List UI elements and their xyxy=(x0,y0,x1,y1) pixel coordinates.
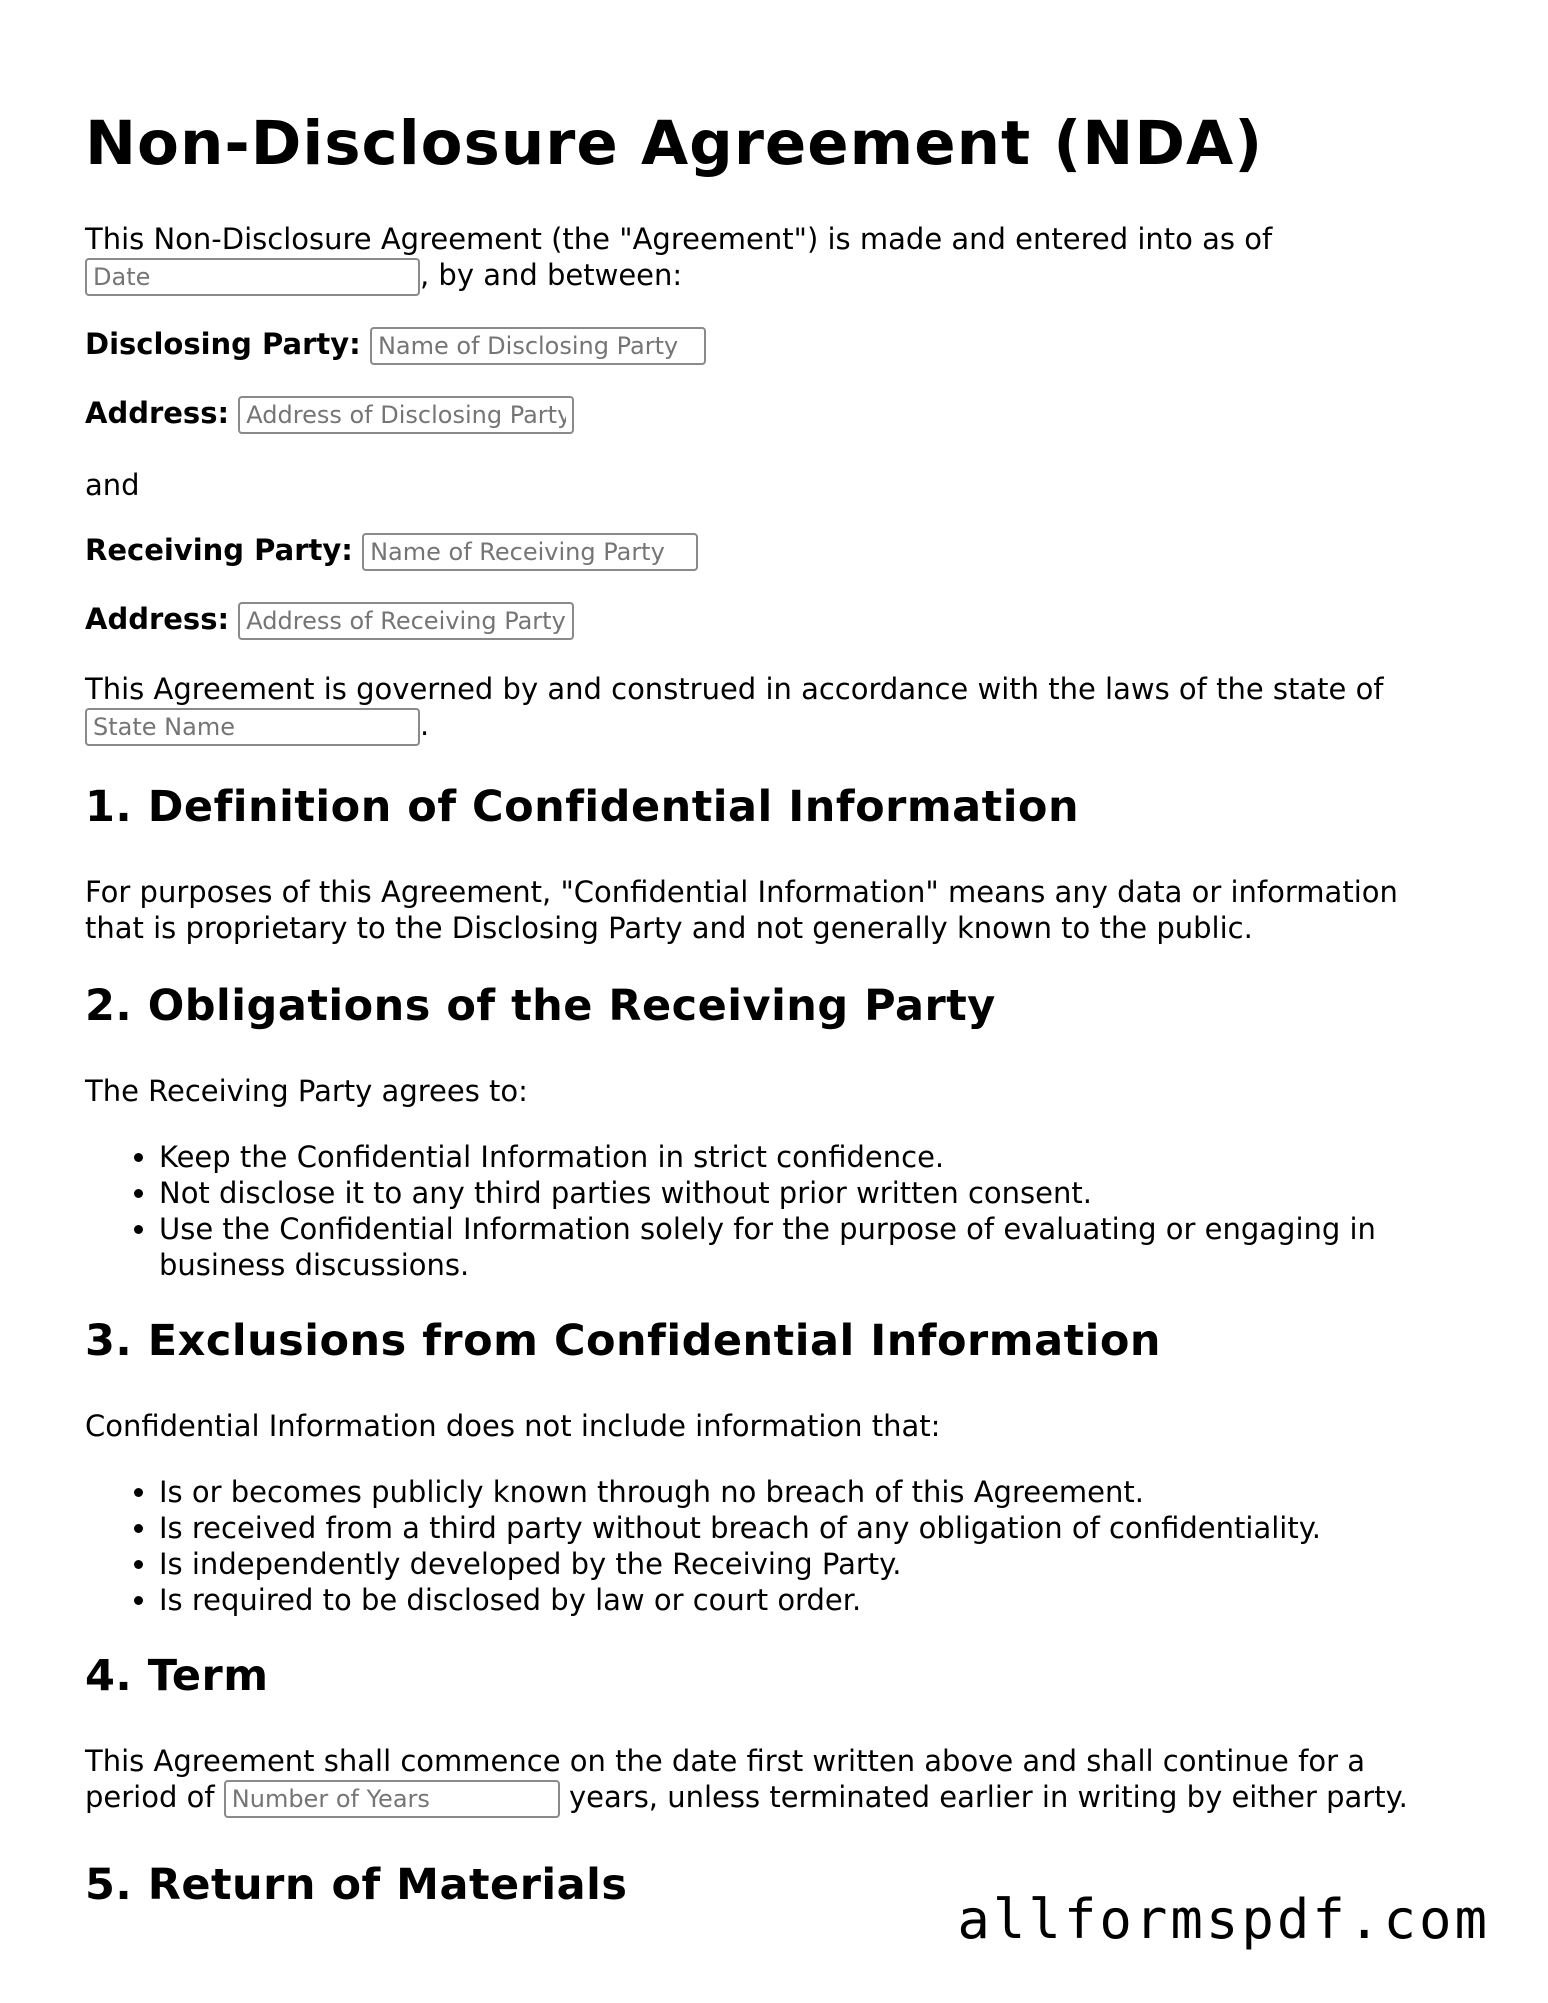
list-item: • Keep the Confidential Information in strict confidence. xyxy=(159,1139,1376,1175)
disclosing-party-label: Disclosing Party: xyxy=(85,327,361,361)
intro-paragraph xyxy=(85,221,1272,296)
receiving-party-row xyxy=(85,532,698,571)
list-item: • Not disclose it to any third parties without prior written consent. xyxy=(159,1175,1376,1211)
number-of-years-input[interactable] xyxy=(224,1780,560,1818)
governing-end: . xyxy=(420,708,430,742)
section-3-list xyxy=(85,1474,1321,1618)
list-item: • Is independently developed by the Receiving Party. xyxy=(159,1546,1321,1582)
and-text: and xyxy=(85,468,140,502)
disclosing-address-label: Address: xyxy=(85,396,230,430)
disclosing-party-name-input[interactable] xyxy=(370,327,706,365)
disclosing-address-row xyxy=(85,395,574,434)
section-4-line-2-end: years, unless terminated earlier in writing by either party. xyxy=(569,1780,1408,1814)
receiving-party-label: Receiving Party: xyxy=(85,533,353,567)
section-2-intro: The Receiving Party agrees to: xyxy=(85,1074,528,1108)
intro-text: This Non-Disclosure Agreement (the "Agreement") is made and entered into as of xyxy=(85,222,1273,256)
disclosing-address-input[interactable] xyxy=(238,396,574,434)
list-item-line: Use the Confidential Information solely for the purpose of evaluating or engaging in xyxy=(159,1212,1376,1246)
list-item-line: business discussions. xyxy=(159,1248,470,1282)
section-4-heading: 4. Term xyxy=(85,1651,269,1701)
section-4-line-1: This Agreement shall commence on the date first written above and shall continue for a xyxy=(85,1744,1365,1778)
intro-text-after: , by and between: xyxy=(420,258,683,292)
date-input[interactable] xyxy=(85,258,420,296)
period-of-text: period of xyxy=(85,1780,215,1814)
state-name-input[interactable] xyxy=(85,708,420,746)
governing-law-text: This Agreement is governed by and construed in accordance with the laws of the state of xyxy=(85,672,1384,706)
section-3-intro: Confidential Information does not include information that: xyxy=(85,1409,941,1443)
governing-law-paragraph xyxy=(85,671,1384,746)
receiving-party-name-input[interactable] xyxy=(362,533,698,571)
section-5-heading: 5. Return of Materials xyxy=(85,1860,628,1910)
disclosing-party-row xyxy=(85,326,706,365)
section-1-heading: 1. Definition of Confidential Information xyxy=(85,782,1080,832)
page-title: Non-Disclosure Agreement (NDA) xyxy=(85,108,1264,179)
section-4-body xyxy=(85,1743,1408,1818)
section-2-list xyxy=(85,1139,1376,1283)
watermark-logo: allformspdf.com xyxy=(957,1888,1490,1951)
receiving-address-input[interactable] xyxy=(238,602,574,640)
section-2-heading: 2. Obligations of the Receiving Party xyxy=(85,981,996,1031)
list-item: • Is received from a third party without breach of any obligation of confidentiality. xyxy=(159,1510,1321,1546)
section-1-line-2: that is proprietary to the Disclosing Party and not generally known to the public. xyxy=(85,911,1253,945)
receiving-address-row xyxy=(85,601,574,640)
receiving-address-label: Address: xyxy=(85,602,230,636)
section-1-line-1: For purposes of this Agreement, "Confidential Information" means any data or information xyxy=(85,875,1398,909)
section-1-body xyxy=(85,874,1398,946)
section-3-heading: 3. Exclusions from Confidential Information xyxy=(85,1316,1162,1366)
list-item xyxy=(159,1211,1376,1283)
list-item: • Is or becomes publicly known through no breach of this Agreement. xyxy=(159,1474,1321,1510)
list-item: • Is required to be disclosed by law or court order. xyxy=(159,1582,1321,1618)
